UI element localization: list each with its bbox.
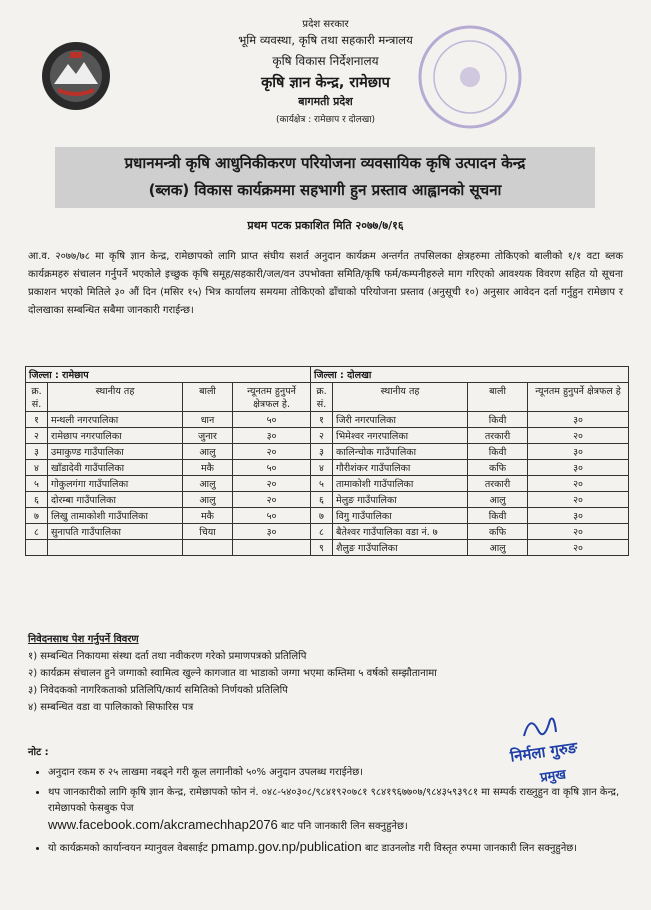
cell-area: २०	[233, 476, 311, 492]
cell-local: सुनापति गाउँपालिका	[48, 524, 183, 540]
table-row	[26, 540, 629, 556]
header-jurisdiction: (कार्यक्षेत्र : रामेछाप र दोलखा)	[275, 115, 376, 125]
cell-area: २०	[528, 540, 629, 556]
cell-crop: कफि	[468, 460, 528, 476]
cell-sn: ६	[26, 492, 48, 508]
cell-area: २०	[233, 492, 311, 508]
column-header-row	[26, 383, 629, 412]
cell-crop: किवी	[468, 412, 528, 428]
cell-area: ५०	[233, 412, 311, 428]
cell-crop: मकै	[183, 460, 233, 476]
col-crop: बाली	[468, 383, 528, 412]
cell-sn: ५	[311, 476, 333, 492]
header-province: बागमती प्रदेश	[298, 95, 353, 108]
col-local: स्थानीय तह	[333, 383, 468, 412]
notice-body: आ.व. २०७७/७८ मा कृषि ज्ञान केन्द्र, रामेछापको लागि प्राप्त संघीय सशर्त अनुदान कार्यक्रम अन्तर्गत तपसिलका क्षेत्रहरुमा तोकिएको बालीको १/१ वटा ब्लक कार्यक्रमहरु संचालन गर्नुपर्ने भएकोले इच्छुक कृषि समूह/सहकारी/जल/वन उपभोक्ता समिति/कृषि फर्म/कम्पनीहरुले माग गरिएको आवश्यक विवरण सहित यो सूचना प्रकाशन भएको मितिले ३० औं दिन (मसिर १५) भित्र कार्यालय समयमा तोकिएको ढाँचाको परियोजना प्रस्ताव (अनुसूची १०) अनुसार आवेदन दर्ता गर्नुहुन रामेछाप र दोलखाका सम्बन्धित सबैमा जानकारी गराईन्छ।	[28, 251, 623, 316]
facebook-link[interactable]: www.facebook.com/akcramechhap2076	[48, 817, 278, 832]
cell-local: विगु गाउँपालिका	[333, 508, 468, 524]
cell-crop: किवी	[468, 508, 528, 524]
cell-sn: ४	[311, 460, 333, 476]
cell-sn	[26, 540, 48, 556]
cell-sn: ३	[26, 444, 48, 460]
block-table	[25, 366, 629, 556]
cell-local: शैलुङ गाउँपालिका	[333, 540, 468, 556]
col-crop: बाली	[183, 383, 233, 412]
required-documents	[28, 631, 628, 716]
cell-crop: तरकारी	[468, 428, 528, 444]
document-item: १) सम्बन्धित निकायमा संस्था दर्ता तथा नवीकरण गरेको प्रमाणपत्रको प्रतिलिपि	[28, 651, 307, 662]
published-date: प्रथम पटक प्रकाशित मिति २०७७/७/१६	[247, 219, 404, 232]
cell-local: दोरम्बा गाउँपालिका	[48, 492, 183, 508]
cell-local: तामाकोशी गाउँपालिका	[333, 476, 468, 492]
letterhead	[0, 0, 651, 140]
cell-sn: ७	[26, 508, 48, 524]
note-text: बाट पनि जानकारी लिन सक्नुहुनेछ।	[280, 821, 408, 832]
cell-area: ३०	[528, 444, 629, 460]
cell-sn: ८	[26, 524, 48, 540]
cell-local	[48, 540, 183, 556]
cell-local: मेलुङ गाउँपालिका	[333, 492, 468, 508]
cell-area: ५०	[233, 460, 311, 476]
document-item: २) कार्यक्रम संचालन हुने जग्गाको स्वामित्व खुल्ने कागजात वा भाडाको जग्गा भएमा कम्तिमा ५ वर्षको सम्झौतानामा	[28, 668, 437, 679]
cell-sn: ९	[311, 540, 333, 556]
cell-crop: आलु	[183, 492, 233, 508]
table-body	[26, 412, 629, 556]
cell-sn: ८	[311, 524, 333, 540]
cell-crop: कफि	[468, 524, 528, 540]
cell-local: लिखु तामाकोशी गाउँपालिका	[48, 508, 183, 524]
notes-list	[28, 765, 628, 857]
cell-sn: १	[311, 412, 333, 428]
header-ministry: भूमि व्यवस्था, कृषि तथा सहकारी मन्त्रालय	[238, 33, 413, 47]
cell-local: मन्थली नगरपालिका	[48, 412, 183, 428]
col-sn: क्र. सं.	[26, 383, 48, 412]
cell-area: ३०	[233, 524, 311, 540]
header-office: कृषि ज्ञान केन्द्र, रामेछाप	[261, 75, 390, 91]
note-text: बाट डाउनलोड गरी विस्तृत रुपमा जानकारी लिन सक्नुहुनेछ।	[364, 843, 578, 854]
cell-area: २०	[528, 524, 629, 540]
cell-sn: ७	[311, 508, 333, 524]
cell-sn: ६	[311, 492, 333, 508]
cell-area: ३०	[528, 460, 629, 476]
notes-label: नोट :	[28, 747, 49, 758]
cell-crop: आलु	[183, 476, 233, 492]
note-item	[48, 785, 628, 835]
cell-crop: आलु	[183, 444, 233, 460]
cell-local: रामेछाप नगरपालिका	[48, 428, 183, 444]
cell-local: भिमेश्वर नगरपालिका	[333, 428, 468, 444]
table-row	[26, 460, 629, 476]
cell-local: गोकुलगंगा गाउँपालिका	[48, 476, 183, 492]
cell-crop: मकै	[183, 508, 233, 524]
table-row	[26, 412, 629, 428]
website-link[interactable]: pmamp.gov.np/publication	[210, 839, 362, 854]
cell-sn: ३	[311, 444, 333, 460]
notice-title-line2: (ब्लक) विकास कार्यक्रममा सहभागी हुन प्रस्ताव आह्वानको सूचना	[148, 181, 502, 199]
header-directorate: कृषि विकास निर्देशनालय	[272, 54, 379, 68]
cell-area: ५०	[233, 508, 311, 524]
col-local: स्थानीय तह	[48, 383, 183, 412]
notes-section	[28, 745, 628, 861]
cell-area: २०	[528, 476, 629, 492]
cell-crop	[183, 540, 233, 556]
cell-crop: धान	[183, 412, 233, 428]
district-header-row	[26, 367, 629, 383]
district-left-label: जिल्ला : रामेछाप	[26, 367, 311, 383]
note-text: अनुदान रकम रु २५ लाखमा नबढ्ने गरी कूल लगानीको ५०% अनुदान उपलब्ध गराईनेछ।	[48, 767, 363, 778]
cell-area: ३०	[233, 428, 311, 444]
cell-area: २०	[528, 428, 629, 444]
table-row	[26, 508, 629, 524]
cell-local: गौरीशंकर गाउँपालिका	[333, 460, 468, 476]
cell-sn: ५	[26, 476, 48, 492]
signature-scribble-icon	[520, 712, 560, 742]
cell-local: खाँडादेवी गाउँपालिका	[48, 460, 183, 476]
cell-crop: तरकारी	[468, 476, 528, 492]
note-text: थप जानकारीको लागि कृषि ज्ञान केन्द्र, रामेछापको फोन नं. ०४८-५४०३०८/९८४१९२०७८१ ९८४१९६७७०७/९८४३५९३९८१ मा सम्पर्क राख्नुहुन वा कृषि ज्ञान केन्द्र, रामेछापको फेसबुक पेज	[48, 787, 620, 814]
cell-crop: आलु	[468, 540, 528, 556]
cell-area: २०	[233, 444, 311, 460]
notice-title-line1: प्रधानमन्त्री कृषि आधुनिकीकरण परियोजना व्यवसायिक कृषि उत्पादन केन्द्र	[124, 154, 526, 172]
cell-area: ३०	[528, 412, 629, 428]
table-row	[26, 444, 629, 460]
note-item	[48, 839, 628, 857]
cell-area: ३०	[528, 508, 629, 524]
cell-area: २०	[528, 492, 629, 508]
cell-sn: १	[26, 412, 48, 428]
cell-crop: चिया	[183, 524, 233, 540]
header-province-govt: प्रदेश सरकार	[302, 19, 349, 30]
district-right-label: जिल्ला : दोलखा	[311, 367, 629, 383]
cell-crop: किवी	[468, 444, 528, 460]
documents-heading: निवेदनसाथ पेश गर्नुपर्ने विवरण	[28, 634, 139, 645]
col-sn: क्र. सं.	[311, 383, 333, 412]
table-row	[26, 428, 629, 444]
note-text: यो कार्यक्रमको कार्यान्वयन म्यानुवल वेबसाईट	[48, 843, 208, 854]
office-stamp-icon	[415, 22, 525, 132]
cell-crop: जुनार	[183, 428, 233, 444]
note-item	[48, 765, 628, 781]
cell-sn: २	[311, 428, 333, 444]
cell-area	[233, 540, 311, 556]
cell-sn: ४	[26, 460, 48, 476]
notice-title	[55, 147, 595, 208]
table-row	[26, 476, 629, 492]
col-area: न्यूनतम हुनुपर्ने क्षेत्रफल हे.	[233, 383, 311, 412]
cell-crop: आलु	[468, 492, 528, 508]
table-row	[26, 524, 629, 540]
cell-local: जिरी नगरपालिका	[333, 412, 468, 428]
document-item: ३) निवेदकको नागरिकताको प्रतिलिपि/कार्य समितिको निर्णयको प्रतिलिपि	[28, 685, 288, 696]
cell-local: उमाकुण्ड गाउँपालिका	[48, 444, 183, 460]
table-row	[26, 492, 629, 508]
cell-local: कालिन्चोक गाउँपालिका	[333, 444, 468, 460]
signature-title: प्रमुख	[539, 767, 567, 786]
document-item: ४) सम्बन्धित वडा वा पालिकाको सिफारिस पत्र	[28, 702, 194, 713]
col-area: न्यूनतम हुनुपर्ने क्षेत्रफल हे	[528, 383, 629, 412]
signature-name: निर्मला गुरुङ	[509, 738, 579, 766]
cell-local: बैतेश्वर गाउँपालिका वडा नं. ७	[333, 524, 468, 540]
cell-sn: २	[26, 428, 48, 444]
